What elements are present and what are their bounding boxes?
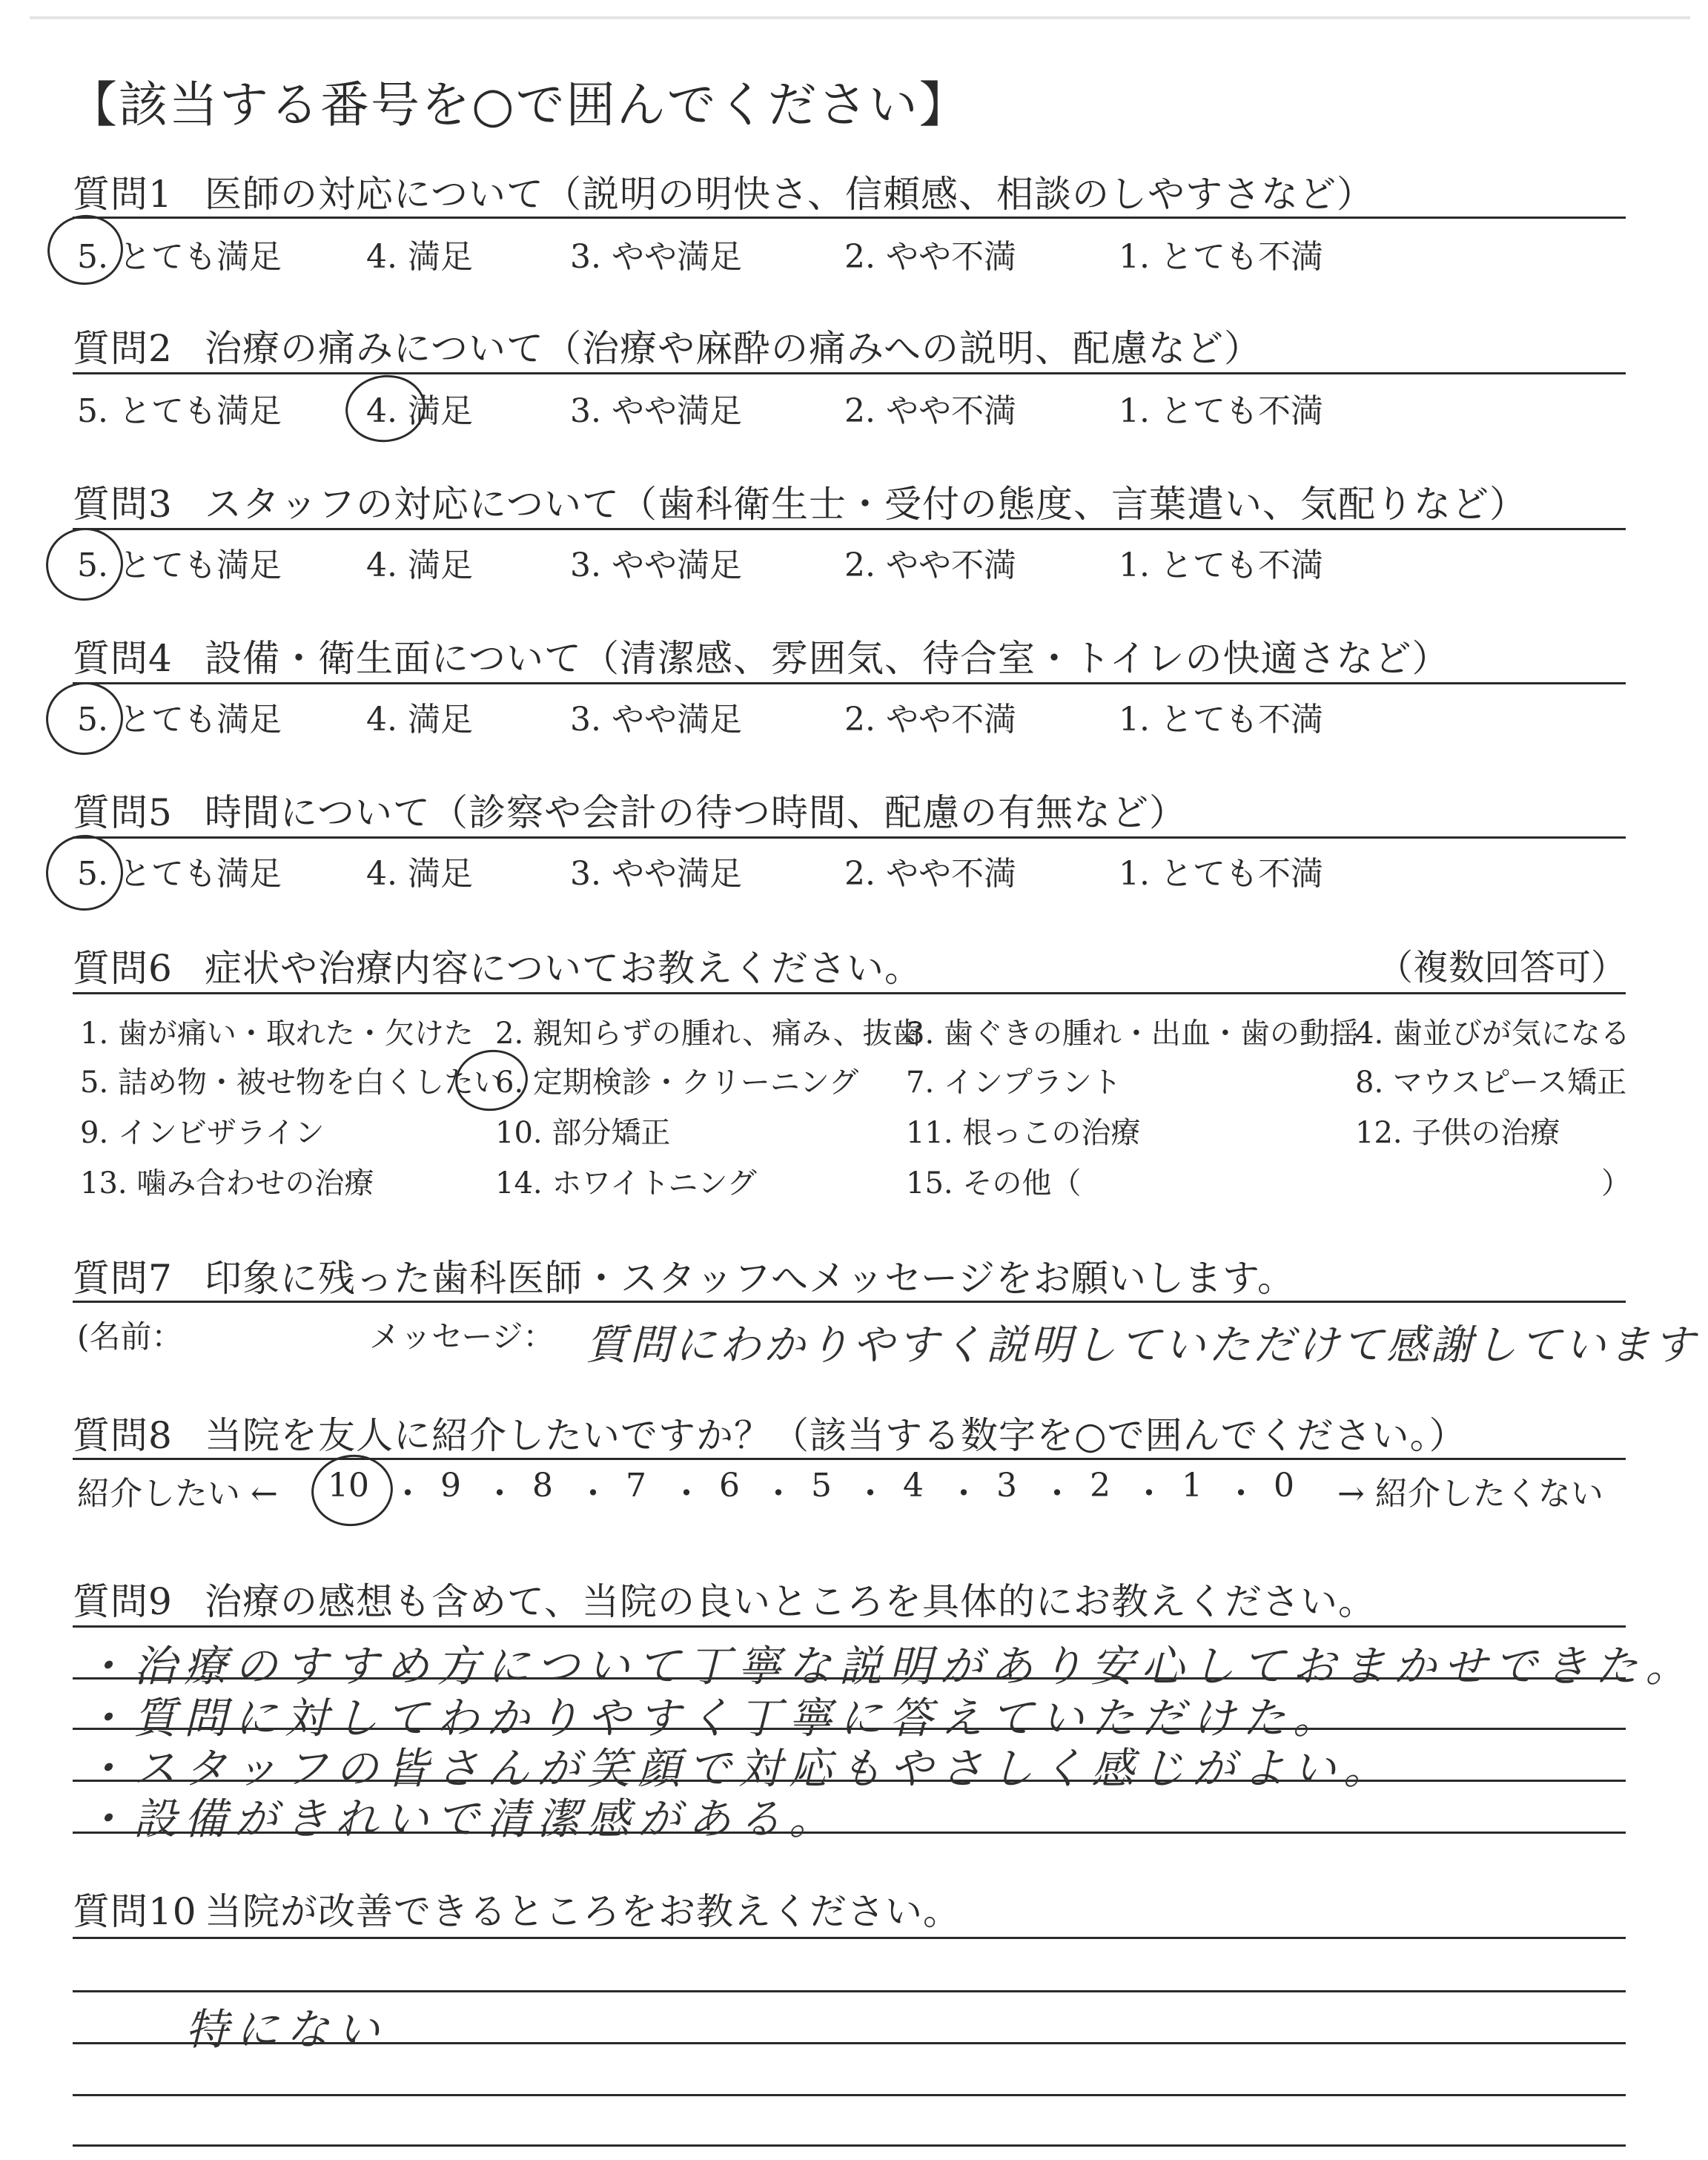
scale-value-4[interactable]: 4 (903, 1467, 924, 1505)
answer-line (73, 1625, 1626, 1628)
question-10-title (73, 1882, 961, 1935)
scale-value-5[interactable]: 5 (811, 1467, 832, 1505)
scale-value-2[interactable]: 2 (1090, 1467, 1110, 1505)
question-2-options (77, 384, 1626, 429)
scale-value-8[interactable]: 8 (532, 1467, 553, 1505)
question-number: 質問9 (73, 1580, 173, 1623)
question-2-title (73, 319, 1262, 372)
scale-value-7[interactable]: 7 (626, 1467, 646, 1505)
handwritten-answer: ・設備がきれいで清潔感がある。 (83, 1794, 840, 1844)
question-1-options (77, 230, 1626, 274)
option-4[interactable]: 4. 満足 (366, 701, 473, 739)
option-1[interactable]: 1. とても不満 (1119, 238, 1323, 276)
selection-circle (42, 677, 128, 760)
option-2[interactable]: 2. やや不満 (844, 238, 1016, 276)
option-3[interactable]: 3. やや満足 (570, 701, 742, 739)
symptom-item[interactable]: 9. インビザライン (80, 1116, 325, 1150)
rule (73, 682, 1626, 684)
question-4-title (73, 629, 1450, 682)
selection-circle (41, 830, 128, 915)
question-text: スタッフの対応について（歯科衛生士・受付の態度、言葉遣い、気配りなど） (205, 483, 1527, 526)
question-7-title (73, 1249, 1295, 1302)
option-1[interactable]: 1. とても不満 (1119, 701, 1323, 739)
selection-circle (341, 370, 429, 447)
selection-circle (42, 523, 128, 606)
selection-circle (451, 1046, 532, 1116)
rule (73, 372, 1626, 374)
question-text: 設備・衛生面について（清潔感、雰囲気、待合室・トイレの快適さなど） (205, 637, 1450, 680)
scale-separator: ・ (1133, 1475, 1165, 1513)
question-text: 症状や治療内容についてお教えください。 (205, 947, 922, 990)
scale-value-1[interactable]: 1 (1182, 1467, 1202, 1505)
option-5[interactable]: 5. とても満足 (77, 238, 282, 276)
name-label: (名前： (77, 1318, 183, 1355)
option-4[interactable]: 4. 満足 (366, 392, 473, 430)
rule (73, 992, 1626, 994)
question-text: 当院が改善できるところをお教えください。 (205, 1890, 961, 1933)
recommend-scale (77, 1467, 1634, 1511)
question-text: 時間について（診察や会計の待つ時間、配慮の有無など） (205, 791, 1187, 834)
question-number: 質問6 (73, 947, 173, 990)
option-3[interactable]: 3. やや満足 (570, 855, 742, 893)
question-number: 質問4 (73, 637, 173, 680)
scale-separator: ・ (1225, 1475, 1257, 1513)
option-3[interactable]: 3. やや満足 (570, 238, 742, 276)
multiple-answers-note: （複数回答可） (1377, 947, 1626, 988)
handwritten-answer: ・質問に対してわかりやすく丁寧に答えていただけた。 (83, 1693, 1344, 1743)
option-2[interactable]: 2. やや不満 (844, 855, 1016, 893)
question-9-title (73, 1572, 1376, 1625)
scan-top-edge (30, 16, 1690, 19)
question-5-options (77, 847, 1626, 891)
symptom-item[interactable]: 2. 親知らずの腫れ、痛み、抜歯 (495, 1017, 922, 1051)
question-number: 質問8 (73, 1414, 173, 1457)
question-4-options (77, 693, 1626, 737)
option-5[interactable]: 5. とても満足 (77, 701, 282, 739)
question-number: 質問5 (73, 791, 173, 834)
question-6-title (73, 939, 922, 992)
scale-separator: ・ (854, 1475, 887, 1513)
scale-separator: ・ (670, 1475, 703, 1513)
option-2[interactable]: 2. やや不満 (844, 392, 1016, 430)
question-number: 質問3 (73, 483, 173, 526)
option-5[interactable]: 5. とても満足 (77, 392, 282, 430)
scale-separator: ・ (762, 1475, 795, 1513)
option-1[interactable]: 1. とても不満 (1119, 392, 1323, 430)
question-1-title (73, 165, 1374, 218)
option-1[interactable]: 1. とても不満 (1119, 546, 1323, 584)
other-close-paren: ） (1601, 1166, 1631, 1200)
symptom-item[interactable]: 7. インプラント (906, 1066, 1122, 1100)
option-4[interactable]: 4. 満足 (366, 546, 473, 584)
scale-separator: ・ (1041, 1475, 1073, 1513)
symptom-item-other[interactable]: 15. その他（ (906, 1166, 1082, 1200)
scale-right-label: → 紹介したくない (1337, 1475, 1603, 1513)
rule (73, 1458, 1626, 1460)
scale-separator: ・ (947, 1475, 980, 1513)
handwritten-answer: 特にない (185, 2004, 388, 2055)
scale-separator: ・ (577, 1475, 609, 1513)
option-2[interactable]: 2. やや不満 (844, 701, 1016, 739)
symptom-item[interactable]: 4. 歯並びが気になる (1355, 1017, 1630, 1051)
scale-left-label: 紹介したい ← (77, 1475, 278, 1513)
question-number: 質問2 (73, 327, 173, 370)
symptom-item[interactable]: 8. マウスピース矯正 (1355, 1066, 1627, 1100)
option-4[interactable]: 4. 満足 (366, 855, 473, 893)
question-number: 質問10 (73, 1890, 197, 1933)
symptom-item[interactable]: 13. 噛み合わせの治療 (80, 1166, 374, 1200)
question-text: 医師の対応について（説明の明快さ、信頼感、相談のしやすさなど） (205, 173, 1374, 216)
scale-separator: ・ (483, 1475, 516, 1513)
symptom-item[interactable]: 3. 歯ぐきの腫れ・出血・歯の動揺 (906, 1017, 1359, 1051)
question-3-title (73, 475, 1527, 528)
question-text: 治療の感想も含めて、当院の良いところを具体的にお教えください。 (205, 1580, 1376, 1623)
scale-value-6[interactable]: 6 (719, 1467, 740, 1505)
scale-value-3[interactable]: 3 (996, 1467, 1017, 1505)
symptom-item[interactable]: 14. ホワイトニング (495, 1166, 757, 1200)
rule (73, 217, 1626, 219)
question-number: 質問7 (73, 1257, 173, 1300)
answer-line (73, 2144, 1626, 2147)
question-text: 印象に残った歯科医師・スタッフへメッセージをお願いします。 (205, 1257, 1295, 1300)
question-8-title (73, 1406, 1467, 1459)
symptom-item[interactable]: 10. 部分矯正 (495, 1116, 671, 1150)
rule (73, 528, 1626, 530)
option-5[interactable]: 5. とても満足 (77, 855, 282, 893)
symptom-item[interactable]: 5. 詰め物・被せ物を白くしたい (80, 1066, 503, 1100)
option-1[interactable]: 1. とても不満 (1119, 855, 1323, 893)
rule (73, 836, 1626, 839)
symptom-item[interactable]: 1. 歯が痛い・取れた・欠けた (80, 1017, 474, 1051)
question-number: 質問1 (73, 173, 173, 216)
option-3[interactable]: 3. やや満足 (570, 392, 742, 430)
scale-value-9[interactable]: 9 (440, 1467, 461, 1505)
scale-value-10[interactable]: 10 (328, 1467, 369, 1505)
handwritten-answer: ・治療のすすめ方について丁寧な説明があり安心しておまかせできた。 (83, 1641, 1696, 1691)
symptom-item[interactable]: 11. 根っこの治療 (906, 1116, 1141, 1150)
message-label: メッセージ： (369, 1318, 555, 1355)
rule (73, 1301, 1626, 1303)
page-heading: 【該当する番号を○で囲んでください】 (68, 76, 970, 133)
selection-circle (307, 1450, 397, 1531)
handwritten-message: 質問にわかりやすく説明していただけて感謝しています (586, 1321, 1698, 1370)
scale-separator: ・ (391, 1475, 424, 1513)
option-5[interactable]: 5. とても満足 (77, 546, 282, 584)
symptom-item[interactable]: 12. 子供の治療 (1355, 1116, 1560, 1150)
question-5-title (73, 783, 1187, 836)
question-text: 治療の痛みについて（治療や麻酔の痛みへの説明、配慮など） (205, 327, 1262, 370)
option-3[interactable]: 3. やや満足 (570, 546, 742, 584)
scale-value-0[interactable]: 0 (1274, 1467, 1294, 1505)
selection-circle (43, 210, 128, 289)
symptom-item[interactable]: 6. 定期検診・クリーニング (495, 1066, 859, 1100)
question-3-options (77, 538, 1626, 583)
question-text: 当院を友人に紹介したいですか？（該当する数字を○で囲んでください。） (205, 1414, 1467, 1457)
option-4[interactable]: 4. 満足 (366, 238, 473, 276)
answer-line (73, 1937, 1626, 1939)
answer-line (73, 1990, 1626, 1992)
answer-line (73, 2094, 1626, 2096)
handwritten-answer: ・スタッフの皆さんが笑顔で対応もやさしく感じがよい。 (83, 1743, 1394, 1794)
option-2[interactable]: 2. やや不満 (844, 546, 1016, 584)
